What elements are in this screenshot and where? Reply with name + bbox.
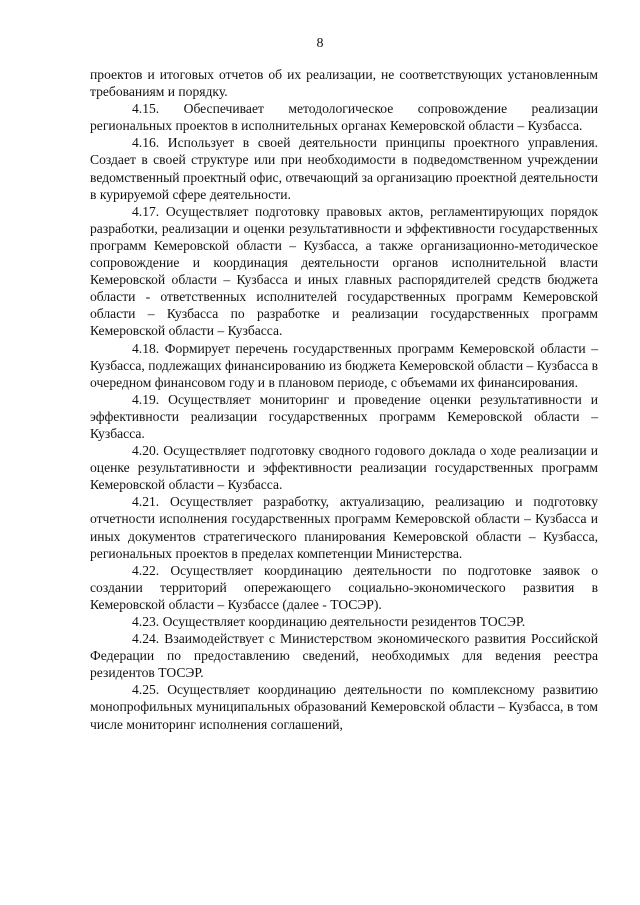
paragraph-continuation: проектов и итоговых отчетов об их реализации, не соответствующих установленным требованиям и порядку. — [90, 67, 598, 100]
paragraph-4-25: 4.25. Осуществляет координацию деятельности по комплексному развитию монопрофильных муниципальных образований Кемеровской области – Кузбасса, в том числе мониторинг исполнения соглашений, — [90, 682, 598, 732]
paragraph-4-15: 4.15. Обеспечивает методологическое сопровождение реализации региональных проектов в исполнительных органах Кемеровской области – Кузбасса. — [90, 101, 598, 134]
paragraph-4-24: 4.24. Взаимодействует с Министерством экономического развития Российской Федерации по предоставлению сведений, необходимых для ведения реестра резидентов ТОСЭР. — [90, 631, 598, 681]
document-body — [90, 66, 598, 733]
page-number: 8 — [316, 36, 324, 51]
paragraph-4-19: 4.19. Осуществляет мониторинг и проведение оценки результативности и эффективности реализации государственных программ Кемеровской области – Кузбасса. — [90, 391, 598, 441]
paragraph-4-20: 4.20. Осуществляет подготовку сводного годового доклада о ходе реализации и оценке результативности и эффективности реализации государственных программ Кемеровской области – Кузбасса. — [90, 443, 598, 493]
paragraph-4-22: 4.22. Осуществляет координацию деятельности по подготовке заявок о создании территорий опережающего социально-экономического развития в Кемеровской области – Кузбассе (далее - ТОСЭР). — [90, 562, 598, 612]
paragraph-4-23: 4.23. Осуществляет координацию деятельности резидентов ТОСЭР. — [132, 614, 526, 629]
paragraph-4-16: 4.16. Использует в своей деятельности принципы проектного управления. Создает в своей структуре или при необходимости в подведомственном учреждении ведомственный проектный офис, отвечающий за организацию проектной деятельности в курируемой сфере деятельности. — [90, 135, 598, 202]
paragraph-4-21: 4.21. Осуществляет разработку, актуализацию, реализацию и подготовку отчетности исполнения государственных программ Кемеровской области – Кузбасса и иных документов стратегического планирования Кемеровской области – Кузбасса, региональных проектов в пределах компетенции Министерства. — [90, 494, 598, 561]
paragraph-4-17: 4.17. Осуществляет подготовку правовых актов, регламентирующих порядок разработки, реализации и оценки результативности и эффективности государственных программ Кемеровской области – Кузбасса, а также организационно-методическое сопровождение и координация деятельности органов исполнительной власти Кемеровской области – Кузбасса и иных главных распорядителей средств бюджета области - ответственных исполнителей государственных программ Кемеровской области – Кузбасса по разработке и реализации государственных программ Кемеровской области – Кузбасса. — [90, 203, 598, 339]
paragraph-4-18: 4.18. Формирует перечень государственных программ Кемеровской области – Кузбасса, подлежащих финансированию из бюджета Кемеровской области – Кузбасса в очередном финансовом году и в плановом периоде, с объемами их финансирования. — [90, 340, 598, 390]
